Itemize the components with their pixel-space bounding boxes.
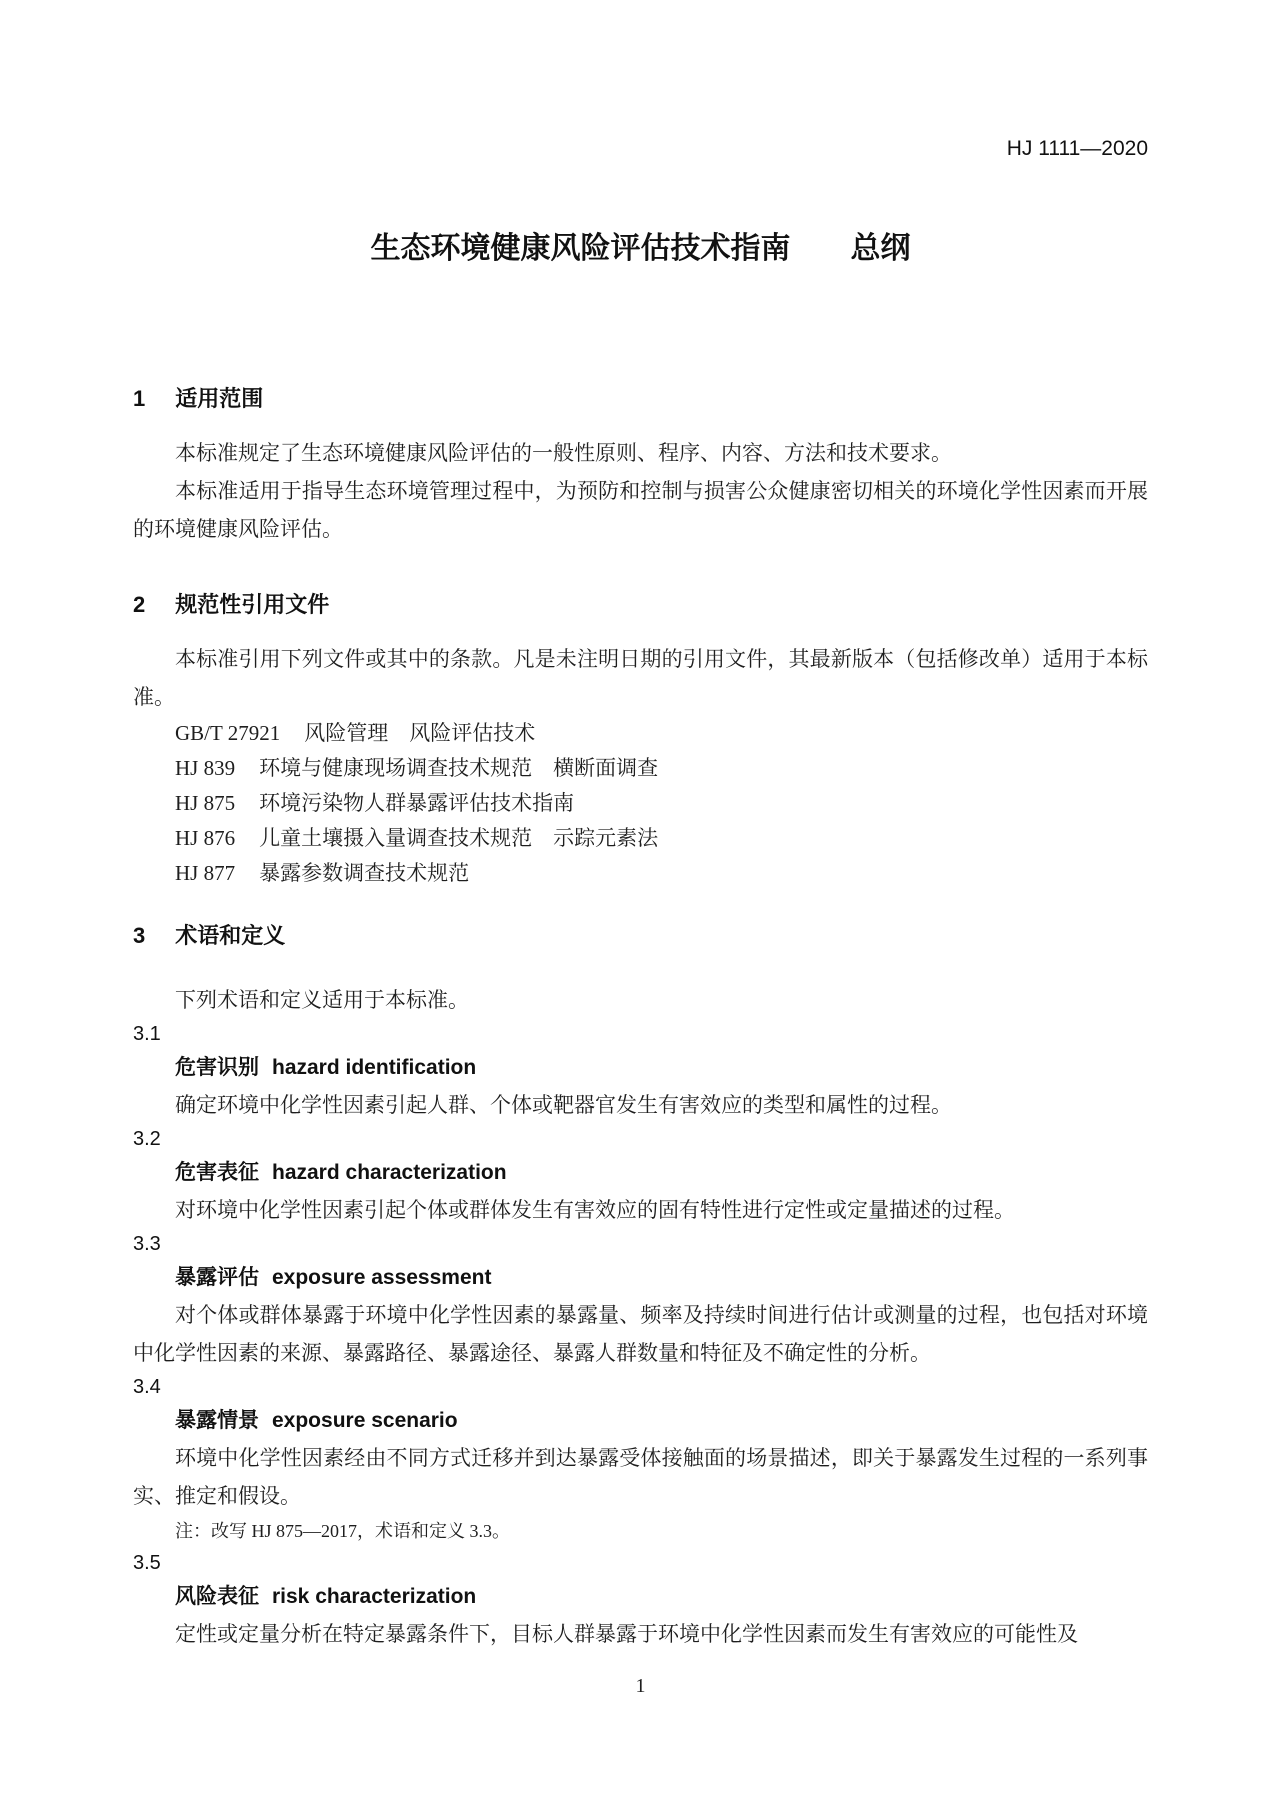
reference-list [133, 716, 1148, 891]
reference-title: 暴露参数调查技术规范 [259, 861, 470, 885]
reference-code: HJ 877 [175, 861, 236, 885]
term-name [133, 1260, 1148, 1296]
terms-intro: 下列术语和定义适用于本标准。 [175, 988, 469, 1012]
doc-number: HJ 1111—2020 [1006, 137, 1148, 160]
reference-code: HJ 876 [175, 826, 236, 850]
term-number: 3.2 [133, 1128, 161, 1150]
term-definition: 定性或定量分析在特定暴露条件下，目标人群暴露于环境中化学性因素而发生有害效应的可能性及 [175, 1622, 1078, 1646]
reference-code: HJ 839 [175, 756, 236, 780]
term-note: 注：改写 HJ 875—2017，术语和定义 3.3。 [175, 1521, 511, 1541]
term-name-zh: 危害表征 [175, 1161, 259, 1184]
reference-code: GB/T 27921 [175, 721, 281, 745]
term-definition: 环境中化学性因素经由不同方式迁移并到达暴露受体接触面的场景描述，即关于暴露发生过程的一系列事实、推定和假设。 [133, 1446, 1148, 1508]
term-name-zh: 危害识别 [175, 1056, 259, 1079]
term-3-2 [133, 1124, 1148, 1229]
term-number: 3.3 [133, 1233, 161, 1255]
term-number: 3.5 [133, 1552, 161, 1574]
term-name [133, 1155, 1148, 1191]
term-name-zh: 风险表征 [175, 1585, 259, 1608]
term-name-en: exposure assessment [272, 1266, 492, 1289]
term-3-4 [133, 1372, 1148, 1548]
reference-code: HJ 875 [175, 791, 236, 815]
term-name-en: risk characterization [272, 1585, 477, 1608]
reference-title: 儿童土壤摄入量调查技术规范 示踪元素法 [259, 826, 659, 850]
section-title: 术语和定义 [175, 923, 286, 948]
term-number: 3.1 [133, 1023, 161, 1045]
term-definition: 对个体或群体暴露于环境中化学性因素的暴露量、频率及持续时间进行估计或测量的过程，也包括对环境中化学性因素的来源、暴露路径、暴露途径、暴露人群数量和特征及不确定性的分析。 [133, 1303, 1148, 1365]
reference-title: 风险管理 风险评估技术 [304, 721, 536, 745]
term-name-zh: 暴露情景 [175, 1409, 259, 1432]
term-3-3 [133, 1229, 1148, 1372]
paragraph: 本标准引用下列文件或其中的条款。凡是未注明日期的引用文件，其最新版本（包括修改单）适用于本标准。 [133, 647, 1148, 709]
reference-item [133, 856, 1148, 891]
section-3-heading [133, 921, 1148, 951]
term-number: 3.4 [133, 1376, 161, 1398]
section-scope [133, 384, 1148, 548]
reference-title: 环境污染物人群暴露评估技术指南 [259, 791, 575, 815]
page-title: 生态环境健康风险评估技术指南 总纲 [370, 232, 911, 265]
section-normative-references [133, 590, 1148, 891]
term-3-1 [133, 1019, 1148, 1124]
paragraph: 本标准适用于指导生态环境管理过程中，为预防和控制与损害公众健康密切相关的环境化学性因素而开展的环境健康风险评估。 [133, 479, 1148, 541]
section-1-heading [133, 384, 1148, 414]
reference-item [133, 751, 1148, 786]
term-name-en: exposure scenario [272, 1409, 458, 1432]
paragraph: 本标准规定了生态环境健康风险评估的一般性原则、程序、内容、方法和技术要求。 [175, 441, 952, 465]
section-number: 2 [133, 592, 146, 617]
section-title: 适用范围 [175, 386, 264, 411]
page-number: 1 [635, 1675, 646, 1697]
reference-item [133, 786, 1148, 821]
term-name [133, 1579, 1148, 1615]
term-name-en: hazard identification [272, 1056, 477, 1079]
term-definition: 对环境中化学性因素引起个体或群体发生有害效应的固有特性进行定性或定量描述的过程。 [175, 1198, 1015, 1222]
section-title: 规范性引用文件 [175, 592, 330, 617]
reference-item [133, 716, 1148, 751]
term-3-5 [133, 1548, 1148, 1653]
term-name-zh: 暴露评估 [175, 1266, 259, 1289]
section-number: 3 [133, 923, 146, 948]
section-number: 1 [133, 386, 146, 411]
section-terms-definitions [133, 921, 1148, 1653]
reference-title: 环境与健康现场调查技术规范 横断面调查 [259, 756, 659, 780]
term-name-en: hazard characterization [272, 1161, 507, 1184]
section-2-heading [133, 590, 1148, 620]
term-name [133, 1403, 1148, 1439]
reference-item [133, 821, 1148, 856]
term-name [133, 1050, 1148, 1086]
term-definition: 确定环境中化学性因素引起人群、个体或靶器官发生有害效应的类型和属性的过程。 [175, 1093, 952, 1117]
